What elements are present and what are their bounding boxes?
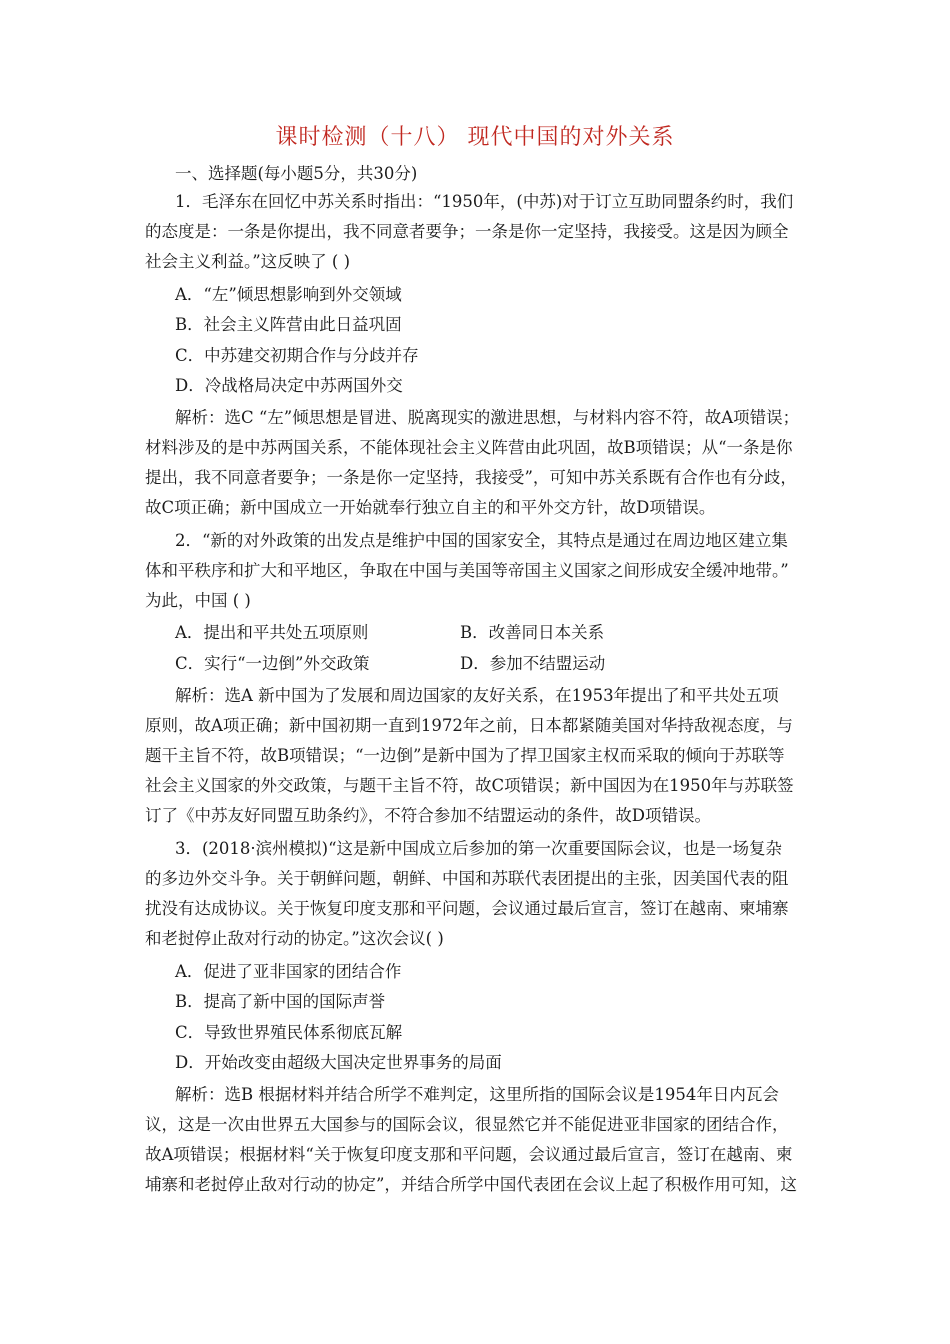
q2-stem-line: 2．“新的对外政策的出发点是维护中国的国家安全，其特点是通过在周边地区建立集 — [175, 531, 788, 550]
q2-analysis-line: 订了《中苏友好同盟互助条约》，不符合参加不结盟运动的条件，故D项错误。 — [145, 806, 711, 825]
q1-analysis-line: 材料涉及的是中苏两国关系，不能体现社会主义阵营由此巩固，故B项错误；从“一条是你 — [145, 438, 793, 457]
q1-stem-line: 的态度是：一条是你提出，我不同意者要争；一条是你一定坚持，我接受。这是因为顾全 — [145, 222, 789, 241]
q1-analysis-line: 提出，我不同意者要争；一条是你一定坚持，我接受”，可知中苏关系既有合作也有分歧， — [145, 468, 797, 487]
q3-option-b: B．提高了新中国的国际声誉 — [175, 992, 386, 1011]
q1-option-b: B．社会主义阵营由此日益巩固 — [175, 315, 402, 334]
page-title: 课时检测（十八） 现代中国的对外关系 — [275, 125, 675, 150]
q3-analysis-line: 故A项错误；根据材料“关于恢复印度支那和平问题，会议通过最后宣言，签订在越南、柬 — [145, 1145, 793, 1164]
q3-stem-line: 和老挝停止敌对行动的协定。”这次会议( ) — [145, 929, 444, 948]
q3-stem-line: 扰没有达成协议。关于恢复印度支那和平问题，会议通过最后宣言，签订在越南、柬埔寨 — [145, 899, 789, 918]
q3-option-d: D．开始改变由超级大国决定世界事务的局面 — [175, 1053, 502, 1072]
q3-option-a: A．促进了亚非国家的团结合作 — [175, 962, 402, 981]
q3-stem-line: 的多边外交斗争。关于朝鲜问题，朝鲜、中国和苏联代表团提出的主张，因美国代表的阻 — [145, 869, 789, 888]
q2-stem-line: 体和平秩序和扩大和平地区，争取在中国与美国等帝国主义国家之间形成安全缓冲地带。” — [145, 561, 789, 580]
q1-stem-line: 社会主义利益。”这反映了 ( ) — [145, 252, 351, 271]
q3-analysis-line: 解析：选B 根据材料并结合所学不难判定，这里所指的国际会议是1954年日内瓦会 — [175, 1085, 779, 1104]
q2-option-b: B．改善同日本关系 — [460, 623, 605, 642]
q2-option-c: C．实行“一边倒”外交政策 — [175, 654, 370, 673]
q3-option-c: C．导致世界殖民体系彻底瓦解 — [175, 1023, 403, 1042]
q3-analysis-line: 埔寨和老挝停止敌对行动的协定”，并结合所学中国代表团在会议上起了积极作用可知，这 — [145, 1175, 797, 1194]
q3-analysis-line: 议，这是一次由世界五大国参与的国际会议，很显然它并不能促进亚非国家的团结合作， — [145, 1115, 789, 1134]
q1-analysis-line: 解析：选C “左”倾思想是冒进、脱离现实的激进思想，与材料内容不符，故A项错误； — [175, 408, 800, 427]
q2-analysis-line: 原则，故A项正确；新中国初期一直到1972年之前，日本都紧随美国对华持敌视态度，与 — [145, 716, 793, 735]
q1-analysis-line: 故C项正确；新中国成立一开始就奉行独立自主的和平外交方针，故D项错误。 — [145, 498, 716, 517]
q3-stem-line: 3．(2018·滨州模拟)“这是新中国成立后参加的第一次重要国际会议，也是一场复杂 — [175, 839, 783, 858]
q1-stem-line: 1．毛泽东在回忆中苏关系时指出：“1950年，(中苏)对于订立互助同盟条约时，我们 — [175, 192, 794, 211]
q2-analysis-line: 解析：选A 新中国为了发展和周边国家的友好关系，在1953年提出了和平共处五项 — [175, 686, 779, 705]
q2-analysis-line: 题干主旨不符，故B项错误；“一边倒”是新中国为了捍卫国家主权而采取的倾向于苏联等 — [145, 746, 785, 765]
q2-analysis-line: 社会主义国家的外交政策，与题干主旨不符，故C项错误；新中国因为在1950年与苏联签 — [145, 776, 794, 795]
q1-option-d: D．冷战格局决定中苏两国外交 — [175, 376, 403, 395]
q2-option-d: D．参加不结盟运动 — [460, 654, 606, 673]
q1-option-c: C．中苏建交初期合作与分歧并存 — [175, 346, 419, 365]
q1-option-a: A．“左”倾思想影响到外交领域 — [175, 285, 402, 304]
q2-stem-line: 为此，中国 ( ) — [145, 591, 251, 610]
section-heading: 一、选择题(每小题5分，共30分) — [175, 164, 418, 183]
q2-option-a: A．提出和平共处五项原则 — [175, 623, 369, 642]
